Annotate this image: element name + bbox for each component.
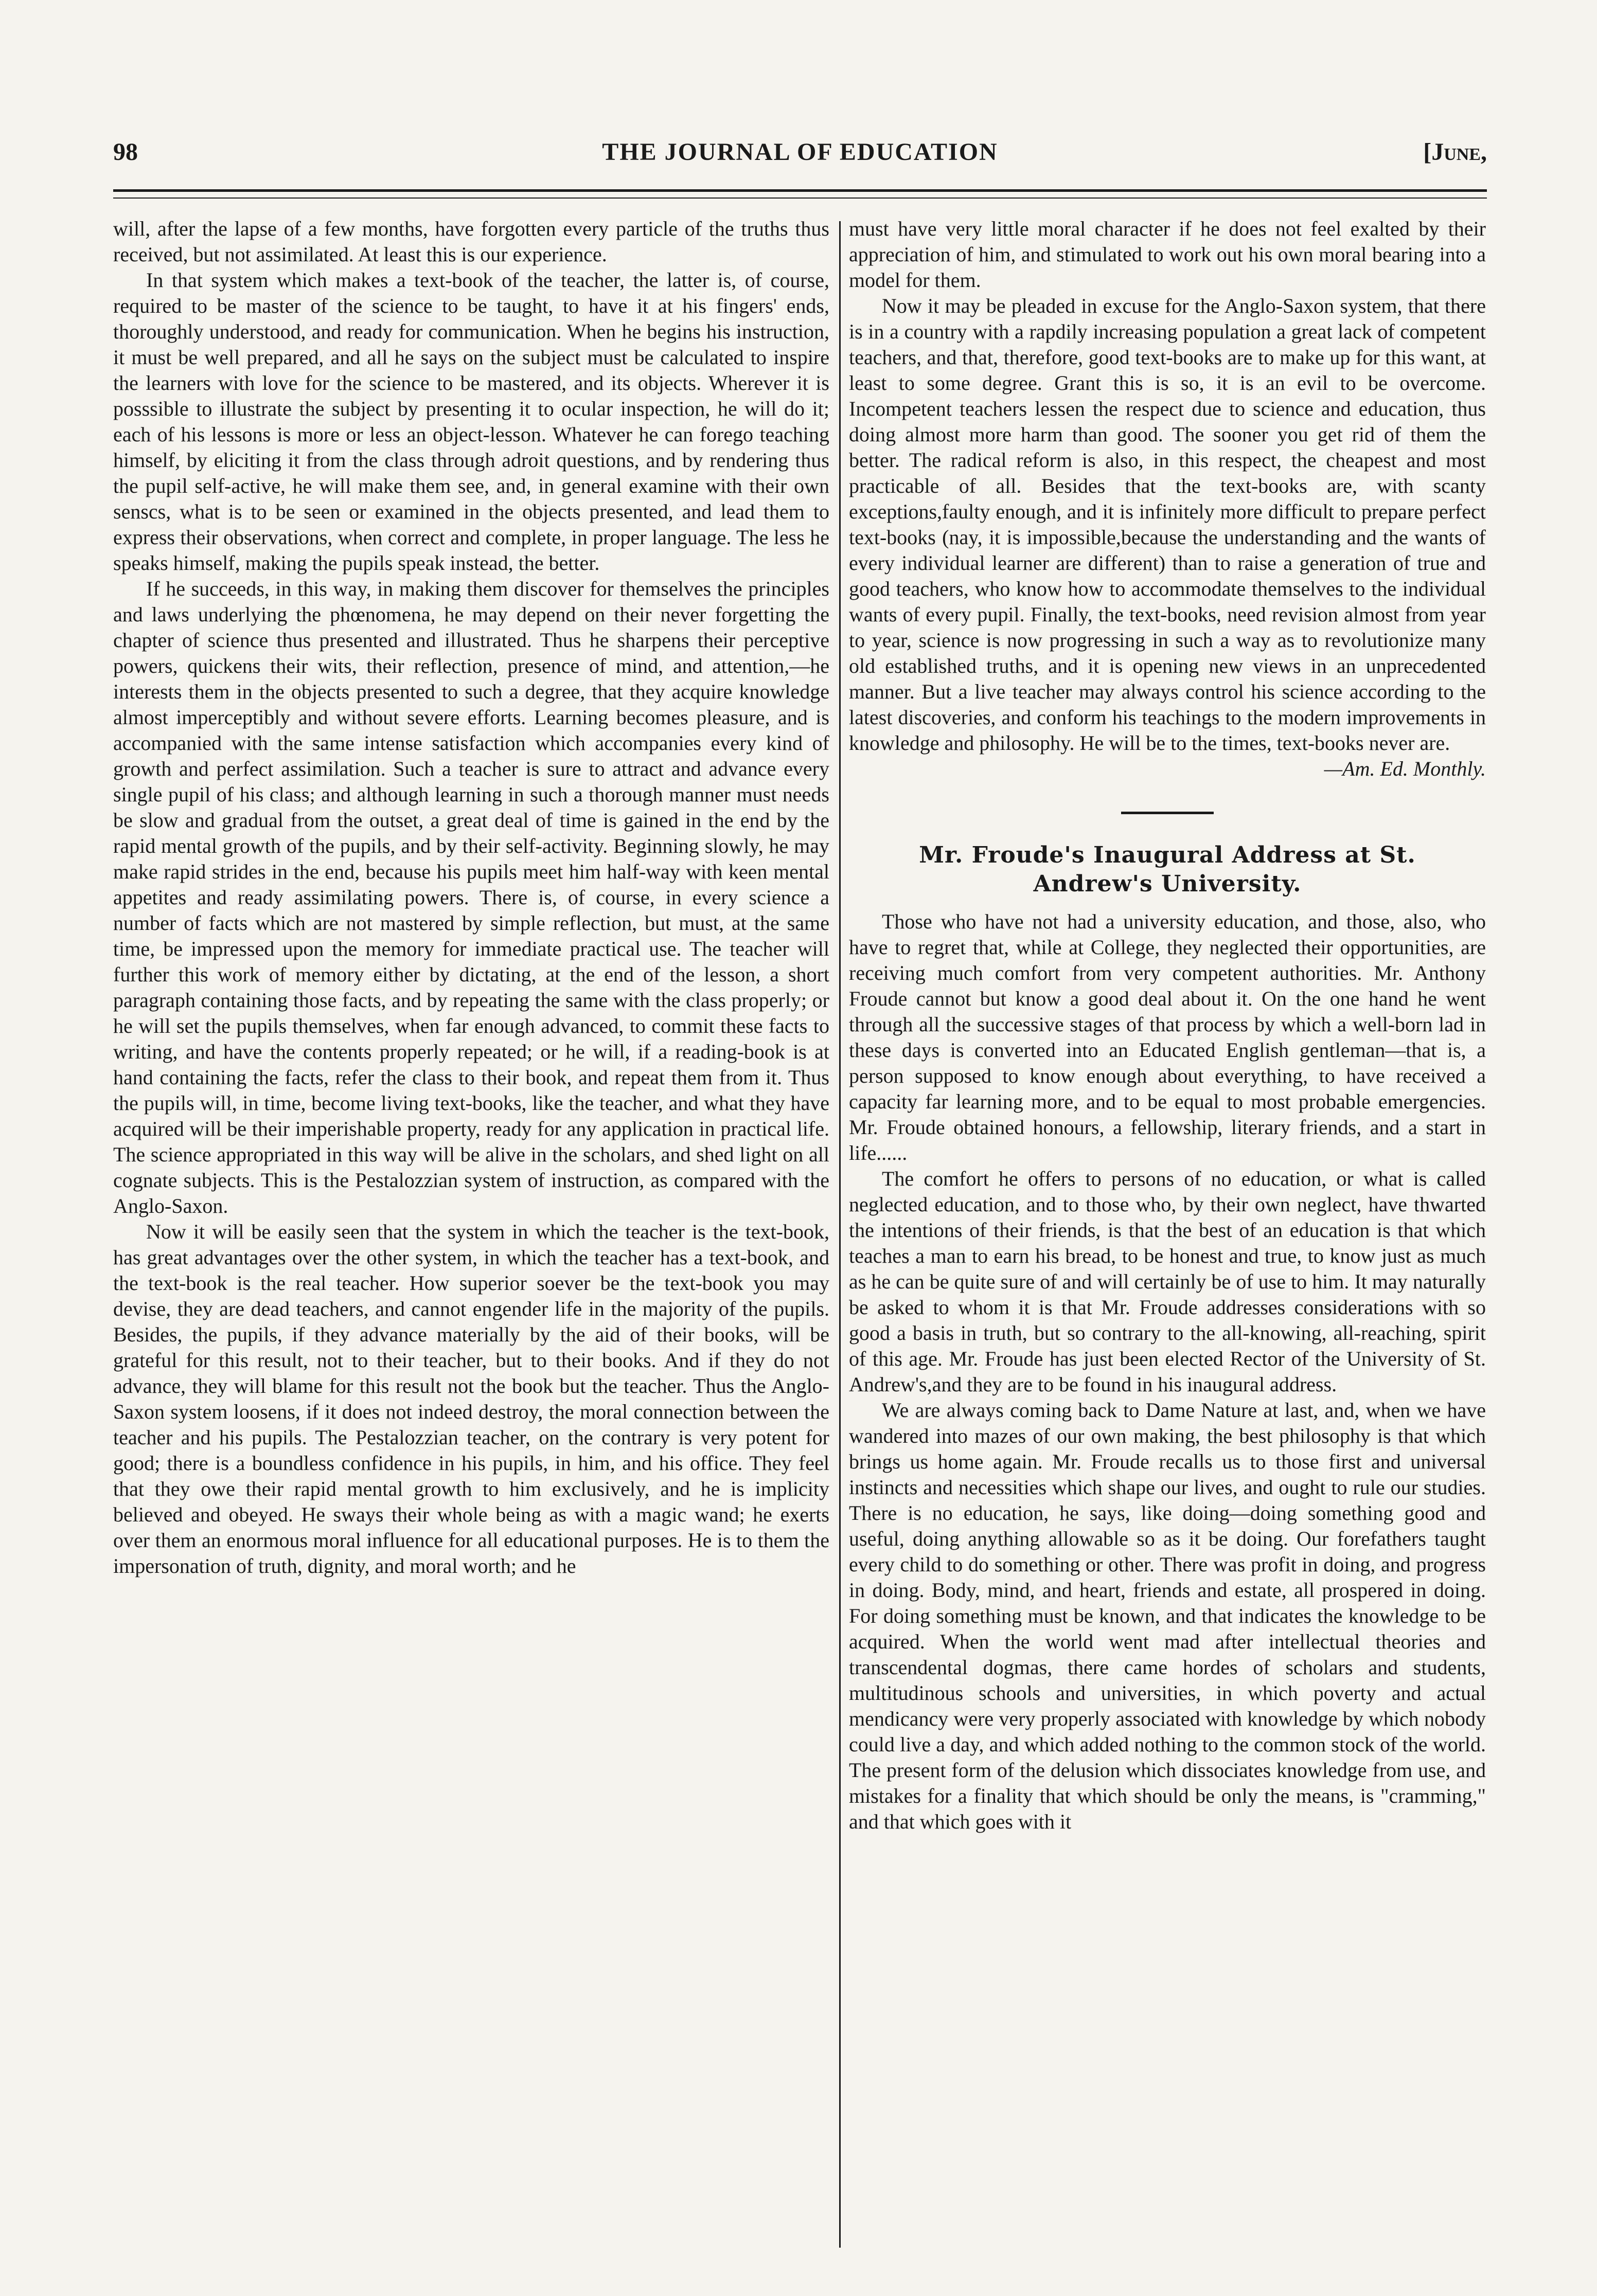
source-credit-text: —Am. Ed. Monthly.: [1324, 757, 1486, 780]
header-month: [June,: [1423, 138, 1487, 166]
header-rule-thin: [113, 198, 1487, 199]
paragraph: Now it may be pleaded in excuse for the Anglo-Saxon system, that there is in a country with a rapdily increasing population a great lack of competent teachers, and that, therefore, good text-books are to make up for this want, at least to some degree. Grant this is so, it is an evil to be overcome. Incompetent teachers lessen the respect due to science and education, thus doing almost more harm than good. The sooner you get rid of them the better. The radical reform is also, in this respect, the cheapest and most practicable of all. Besides that the text-books are, with scanty exceptions,faulty enough, and it is infinitely more difficult to prepare perfect text-books (nay, it is impossible,because the understanding and the wants of every individual learner are different) than to raise a generation of true and good teachers, who know how to accommodate themselves to the individual wants of every pupil. Finally, the text-books, need revision almost from year to year, science is now progressing in such a way as to revolutionize many old established truths, and it is opening new views in an unprecedented manner. But a live teacher may always control his science according to the latest discoveries, and conform his teachings to the modern improvements in knowledge and philosophy. He will be to the times, text-books never are.: [849, 294, 1486, 755]
article-title-line: Mr. Froude's Inaugural Address at St.: [919, 842, 1416, 868]
journal-title: THE JOURNAL OF EDUCATION: [602, 138, 998, 166]
paragraph: We are always coming back to Dame Nature at last, and, when we have wandered into mazes of our own making, the best philosophy is that which brings us home again. Mr. Froude recalls us to those first and universal instincts and necessities which shape our lives, and ought to rule our studies. There is no education, he says, like doing—doing something good and useful, doing anything allowable so as it be doing. Our forefathers taught every child to do something or other. There was profit in doing, and progress in doing. Body, mind, and heart, friends and estate, all prospered in doing. For doing something must be known, and that indicates the knowledge to be acquired. When the world went mad after intellectual theories and transcendental dogmas, there came hordes of scholars and students, multitudinous schools and universities, in which poverty and actual mendicancy were very properly associated with knowledge by which nobody could live a day, and which added nothing to the common stock of the world. The present form of the delusion which dissociates knowledge from use, and mistakes for a finality that which should be only the means, is "cramming," and that which goes with it: [849, 1398, 1486, 1833]
right-column: [849, 216, 1486, 2253]
article-title-line: Andrew's University.: [1033, 871, 1302, 897]
paragraph: Those who have not had a university education, and those, also, who have to regret that, while at College, they neglected their opportunities, are receiving much comfort from very competent authorities. Mr. Anthony Froude cannot but know a good deal about it. On the one hand he went through all the successive stages of that process by which a well-born lad in these days is converted into an Educated English gentleman—that is, a person supposed to know enough about everything, to have received a capacity far learning more, and to be equal to most probable emergencies. Mr. Froude obtained honours, a fellowship, literary friends, and a start in life......: [849, 910, 1486, 1164]
running-header: [113, 138, 1487, 179]
paragraph: Now it will be easily seen that the system in which the teacher is the text-book, has great advantages over the other system, in which the teacher has a text-book, and the text-book is the real teacher. How superior soever be the text-book you may devise, they are dead teachers, and cannot engender life in the majority of the pupils. Besides, the pupils, if they advance materially by the aid of their books, will be grateful for this result, not to their teacher, but to their books. And if they do not advance, they will blame for this result not the book but the teacher. Thus the Anglo-Saxon system loosens, if it does not indeed destroy, the moral connection between the teacher and his pupils. The Pestalozzian teacher, on the contrary is very potent for good; there is a boundless confidence in his pupils, in him, and his office. They feel that they owe their rapid mental growth to him exclusively, and he is implicity believed and obeyed. He sways their whole being as with a magic wand; he exerts over them an enormous moral influence for all educational purposes. He is to them the impersonation of truth, dignity, and moral worth; and he: [113, 1220, 829, 1577]
article-title: [849, 841, 1486, 899]
paragraph: In that system which makes a text-book of the teacher, the latter is, of course, required to be master of the science to be taught, to have it at his fingers' ends, thoroughly understood, and ready for communication. When he begins his instruction, it must be well prepared, and all he says on the subject must be calculated to inspire the learners with love for the science to be mastered, and its objects. Wherever it is posssible to illustrate the subject by presenting it to ocular inspection, he will do it; each of his lessons is more or less an object-lesson. Whatever he can forego teaching himself, by eliciting it from the class through adroit questions, and by rendering thus the pupil self-active, he will make them see, and, in general examine with their own senscs, what is to be seen or examined in the objects presented, and lead them to express their observations, when correct and complete, in proper language. The less he speaks himself, making the pupils speak instead, the better.: [113, 268, 829, 575]
section-divider: [1121, 812, 1214, 814]
source-credit: [849, 756, 1486, 782]
paragraph: If he succeeds, in this way, in making them discover for themselves the principles and laws underlying the phœnomena, he may depend on their never forgetting the chapter of science thus presented and illustrated. Thus he sharpens their perceptive powers, quickens their wits, their reflection, presence of mind, and attention,—he interests them in the objects presented to such a degree, that they acquire knowledge almost imperceptibly and without severe efforts. Learning becomes pleasure, and is accompanied with the same intense satisfaction which accompanies every kind of growth and perfect assimilation. Such a teacher is sure to attract and advance every single pupil of his class; and although learning in such a thorough manner must needs be slow and gradual from the outset, a great deal of time is gained in the end by the rapid mental growth of the pupils, and by their self-activity. Beginning slowly, he may make rapid strides in the end, because his pupils meet him half-way with keen mental appetites and ready assimilating powers. There is, of course, in every science a number of facts which are not mastered by simple reflection, but must, at the same time, be impressed upon the memory for immediate practical use. The teacher will further this work of memory either by dictating, at the end of the lesson, a short paragraph containing those facts, and by repeating the same with the class properly; or he will set the pupils themselves, when far enough advanced, to commit these facts to writing, and have the contents properly repeated; or he will, if a reading-book is at hand containing the facts, refer the class to their book, and repeat them from it. Thus the pupils will, in time, become living text-books, like the teacher, and what they have acquired will be their imperishable property, ready for any application in practical life. The science appropriated in this way will be alive in the scholars, and shed light on all cognate subjects. This is the Pestalozzian system of instruction, as compared with the Anglo-Saxon.: [113, 577, 829, 1217]
page-number: 98: [113, 138, 138, 166]
header-rule-thick: [113, 189, 1487, 192]
column-divider: [839, 221, 841, 2248]
paragraph: The comfort he offers to persons of no education, or what is called neglected education, and to those who, by their own neglect, have thwarted the intentions of their friends, is that the best of an education is that which teaches a man to earn his bread, to be honest and true, to know just as much as he can be quite sure of and will certainly be of use to him. It may naturally be asked to whom it is that Mr. Froude addresses considerations with so good a basis in truth, but so contrary to the all-knowing, all-reaching, spirit of this age. Mr. Froude has just been elected Rector of the University of St. Andrew's,and they are to be found in his inaugural address.: [849, 1167, 1486, 1396]
paragraph: will, after the lapse of a few months, have forgotten every particle of the truths thus received, but not assimilated. At least this is our experience.: [113, 217, 829, 266]
left-column: [113, 216, 829, 2253]
paragraph: must have very little moral character if he does not feel exalted by their appreciation of him, and stimulated to work out his own moral bearing into a model for them.: [849, 217, 1486, 292]
